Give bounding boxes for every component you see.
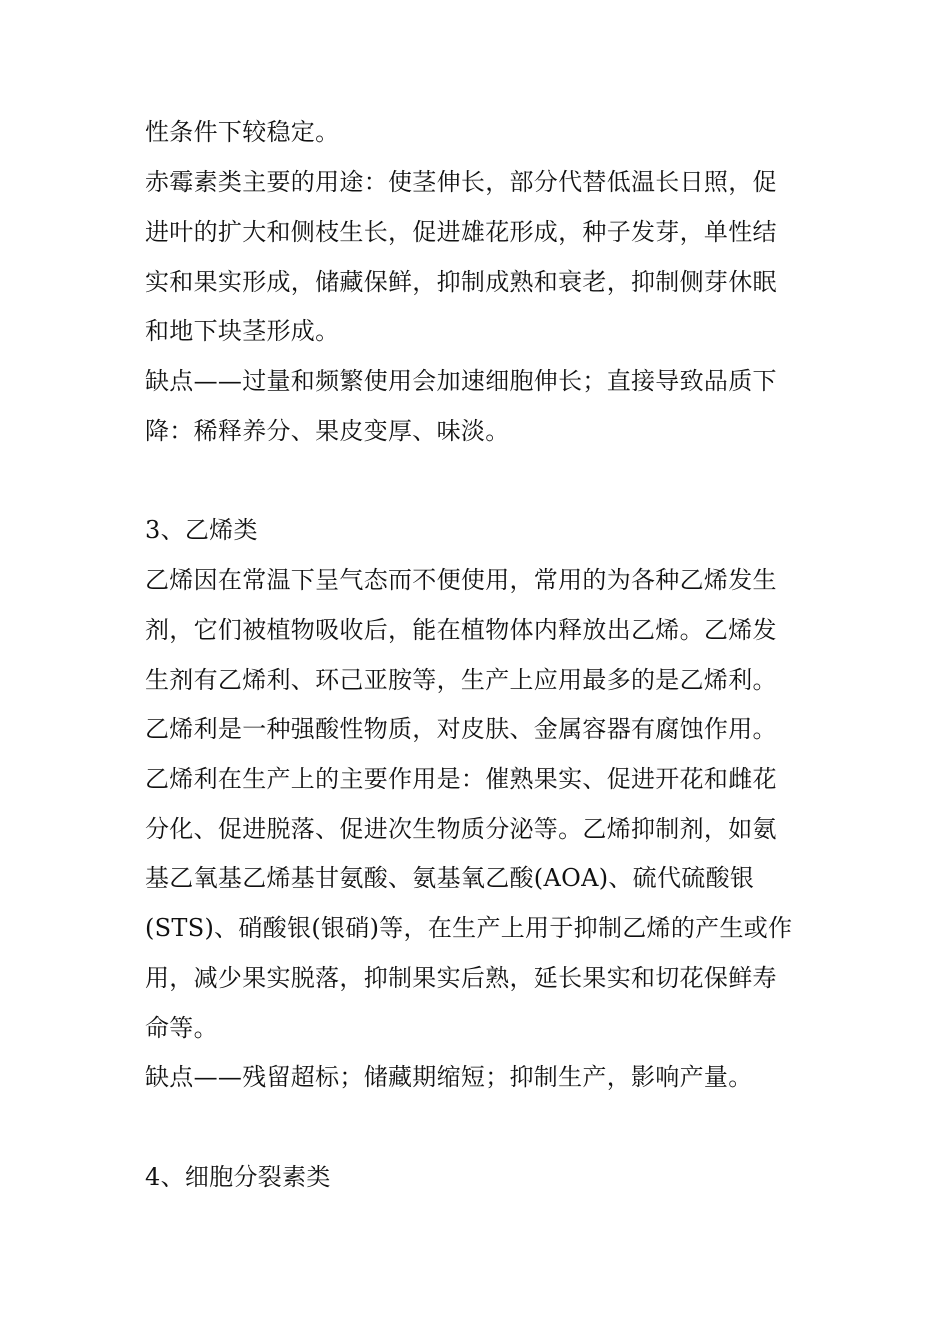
text-line: 基乙氧基乙烯基甘氨酸、氨基氧乙酸(AOA)、硫代硫酸银: [145, 864, 755, 892]
text-line: 剂，它们被植物吸收后，能在植物体内释放出乙烯。乙烯发: [145, 616, 777, 644]
text-line: 进叶的扩大和侧枝生长，促进雄花形成，种子发芽，单性结: [145, 218, 777, 246]
text-line: 降：稀释养分、果皮变厚、味淡。: [145, 417, 510, 445]
text-line: 用，减少果实脱落，抑制果实后熟，延长果实和切花保鲜寿: [145, 964, 777, 992]
text-line: 缺点——残留超标；储藏期缩短；抑制生产，影响产量。: [145, 1063, 753, 1091]
text-line: 缺点——过量和频繁使用会加速细胞伸长；直接导致品质下: [145, 367, 777, 395]
text-line: 实和果实形成，储藏保鲜，抑制成熟和衰老，抑制侧芽休眠: [145, 268, 777, 296]
text-line: (STS)、硝酸银(银硝)等，在生产上用于抑制乙烯的产生或作: [145, 914, 793, 942]
text-line: 生剂有乙烯利、环己亚胺等，生产上应用最多的是乙烯利。: [145, 666, 777, 694]
text-line: 赤霉素类主要的用途：使茎伸长，部分代替低温长日照，促: [145, 168, 777, 196]
section-heading: 3、乙烯类: [145, 516, 258, 544]
text-line: 命等。: [145, 1014, 218, 1042]
text-line: 乙烯利是一种强酸性物质，对皮肤、金属容器有腐蚀作用。: [145, 715, 777, 743]
section-heading: 4、细胞分裂素类: [145, 1163, 331, 1191]
text-line: 分化、促进脱落、促进次生物质分泌等。乙烯抑制剂，如氨: [145, 815, 777, 843]
text-line: 性条件下较稳定。: [145, 118, 340, 146]
text-line: 乙烯利在生产上的主要作用是：催熟果实、促进开花和雌花: [145, 765, 777, 793]
text-line: 乙烯因在常温下呈气态而不便使用，常用的为各种乙烯发生: [145, 566, 777, 594]
text-line: 和地下块茎形成。: [145, 317, 340, 345]
